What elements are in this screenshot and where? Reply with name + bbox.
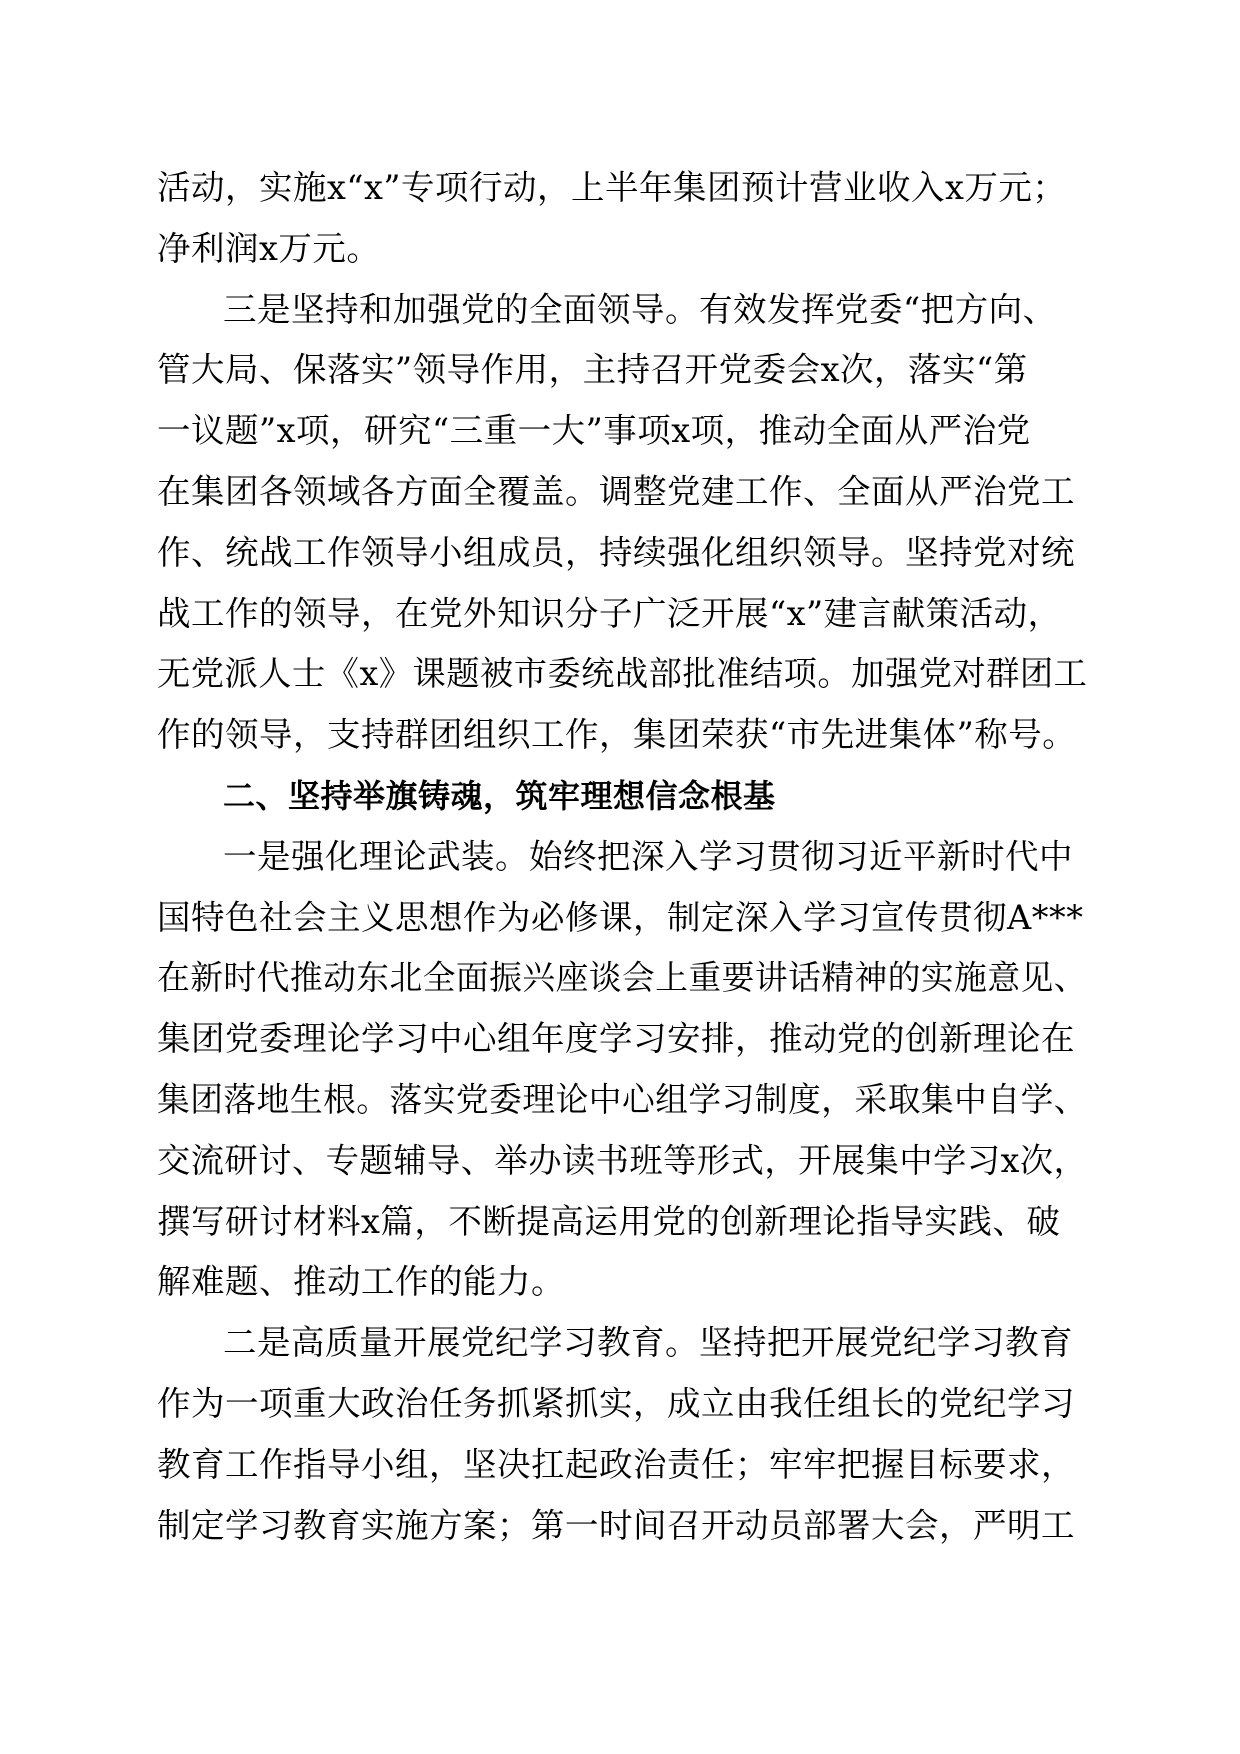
paragraph-line: 净利润x万元。 bbox=[157, 228, 381, 268]
paragraph-line: 作为一项重大政治任务抓紧抓实，成立由我任组长的党纪学习 bbox=[157, 1384, 1075, 1423]
paragraph-line: 活动，实施x“x”专项行动，上半年集团预计营业收入x万元； bbox=[157, 168, 1067, 207]
paragraph-line: 国特色社会主义思想作为必修课，制定深入学习宣传贯彻A*** bbox=[157, 897, 1084, 937]
paragraph-line: 交流研讨、专题辅导、举办读书班等形式，开展集中学习x次， bbox=[157, 1140, 1088, 1180]
paragraph-line: 在新时代推动东北全面振兴座谈会上重要讲话精神的实施意见、 bbox=[157, 958, 1088, 998]
paragraph-line: 三是坚持和加强党的全面领导。有效发挥党委“把方向、 bbox=[223, 289, 1057, 329]
paragraph-line: 二是高质量开展党纪学习教育。坚持把开展党纪学习教育 bbox=[223, 1323, 1073, 1363]
section-heading: 二、坚持举旗铸魂，筑牢理想信念根基 bbox=[223, 777, 776, 815]
paragraph-line: 集团党委理论学习中心组年度学习安排，推动党的创新理论在 bbox=[157, 1019, 1075, 1059]
paragraph-line: 教育工作指导小组，坚决扛起政治责任；牢牢把握目标要求， bbox=[157, 1444, 1075, 1484]
paragraph-line: 在集团各领域各方面全覆盖。调整党建工作、全面从严治党工 bbox=[157, 472, 1075, 511]
paragraph-line: 作、统战工作领导小组成员，持续强化组织领导。坚持党对统 bbox=[157, 532, 1075, 572]
paragraph-line: 一议题”x项，研究“三重一大”事项x项，推动全面从严治党 bbox=[157, 411, 1031, 451]
paragraph-line: 作的领导，支持群团组织工作，集团荣获“市先进集体”称号。 bbox=[157, 715, 1077, 755]
paragraph-line: 无党派人士《x》课题被市委统战部批准结项。加强党对群团工 bbox=[157, 654, 1088, 694]
paragraph-line: 撰写研讨材料x篇，不断提高运用党的创新理论指导实践、破 bbox=[157, 1201, 1061, 1241]
paragraph-line: 一是强化理论武装。始终把深入学习贯彻习近平新时代中 bbox=[223, 836, 1073, 876]
paragraph-line: 集团落地生根。落实党委理论中心组学习制度，采取集中自学、 bbox=[157, 1080, 1088, 1119]
paragraph-line: 管大局、保落实”领导作用，主持召开党委会x次，落实“第 bbox=[157, 350, 1028, 390]
paragraph-line: 战工作的领导，在党外知识分子广泛开展“x”建言献策活动， bbox=[157, 593, 1062, 633]
paragraph-line: 制定学习教育实施方案；第一时间召开动员部署大会，严明工 bbox=[157, 1505, 1075, 1545]
paragraph-line: 解难题、推动工作的能力。 bbox=[157, 1262, 565, 1302]
